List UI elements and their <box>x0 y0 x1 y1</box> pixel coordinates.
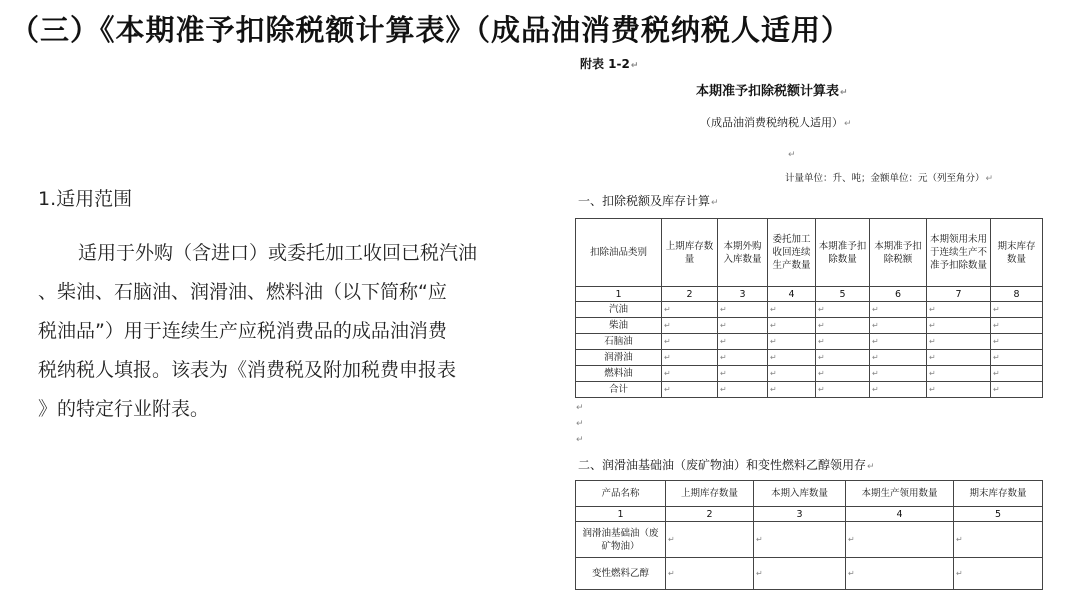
empty-cell: ↵ <box>768 302 816 318</box>
paragraph-mark-icon: ↵ <box>985 174 994 184</box>
empty-cell: ↵ <box>927 318 991 334</box>
header-cell: 本期准予扣除税额 <box>870 219 927 287</box>
empty-cell: ↵ <box>662 366 718 382</box>
empty-cell: ↵ <box>666 558 754 590</box>
row-label: 合计 <box>576 382 662 398</box>
row-label: 变性燃料乙醇 <box>576 558 666 590</box>
paragraph-mark-icon: ↵ <box>711 198 719 208</box>
row-label: 汽油 <box>576 302 662 318</box>
empty-cell: ↵ <box>662 302 718 318</box>
empty-cell: ↵ <box>816 350 870 366</box>
document-title: 本期准予扣除税额计算表↵ <box>696 84 848 99</box>
paragraph-mark-icon: ↵ <box>840 88 848 98</box>
table-row <box>576 558 1043 590</box>
empty-cell: ↵ <box>927 334 991 350</box>
header-cell: 期末库存数量 <box>954 481 1043 507</box>
header-cell: 期末库存数量 <box>991 219 1043 287</box>
table-row <box>576 382 1043 398</box>
unit-note: 计量单位：升、吨；金额单位：元（列至角分）↵ <box>785 173 994 184</box>
empty-cell: ↵ <box>768 318 816 334</box>
empty-cell: ↵ <box>991 302 1043 318</box>
table-row <box>576 522 1043 558</box>
empty-cell: ↵ <box>991 382 1043 398</box>
number-cell: 1 <box>576 507 666 522</box>
table2-heading: 二、润滑油基础油（废矿物油）和变性燃料乙醇领用存↵ <box>578 458 875 472</box>
empty-cell: ↵ <box>718 350 768 366</box>
empty-cell: ↵ <box>718 366 768 382</box>
empty-cell: ↵ <box>927 350 991 366</box>
body-line: 税油品”）用于连续生产应税消费品的成品油消费 <box>38 320 447 342</box>
table-row <box>576 318 1043 334</box>
empty-cell: ↵ <box>662 318 718 334</box>
empty-cell: ↵ <box>816 334 870 350</box>
column-number-row <box>576 507 1043 522</box>
paragraph-mark-icon: ↵ <box>576 403 584 413</box>
empty-cell: ↵ <box>666 522 754 558</box>
empty-cell: ↵ <box>754 522 846 558</box>
header-cell: 本期准予扣除数量 <box>816 219 870 287</box>
empty-cell: ↵ <box>718 302 768 318</box>
empty-cell: ↵ <box>816 302 870 318</box>
paragraph-mark-icon: ↵ <box>576 419 584 429</box>
empty-cell: ↵ <box>991 318 1043 334</box>
empty-cell: ↵ <box>662 382 718 398</box>
table-row <box>576 334 1043 350</box>
empty-cell: ↵ <box>870 318 927 334</box>
empty-cell: ↵ <box>816 382 870 398</box>
header-row <box>576 219 1043 287</box>
deduction-table <box>575 218 1043 398</box>
header-cell: 上期库存数量 <box>666 481 754 507</box>
header-cell: 委托加工收回连续生产数量 <box>768 219 816 287</box>
empty-cell: ↵ <box>816 366 870 382</box>
number-cell: 8 <box>991 287 1043 302</box>
section-heading: 1.适用范围 <box>38 188 133 210</box>
header-row <box>576 481 1043 507</box>
table-row <box>576 302 1043 318</box>
number-cell: 2 <box>666 507 754 522</box>
header-cell: 产品名称 <box>576 481 666 507</box>
header-cell: 本期领用未用于连续生产不准予扣除数量 <box>927 219 991 287</box>
empty-cell: ↵ <box>870 334 927 350</box>
body-line: 、柴油、石脑油、润滑油、燃料油（以下简称“应 <box>38 281 447 303</box>
empty-cell: ↵ <box>870 302 927 318</box>
empty-cell: ↵ <box>927 302 991 318</box>
row-label: 柴油 <box>576 318 662 334</box>
body-line: 税纳税人填报。该表为《消费税及附加税费申报表 <box>38 359 457 381</box>
empty-cell: ↵ <box>718 382 768 398</box>
empty-cell: ↵ <box>927 382 991 398</box>
row-label: 润滑油 <box>576 350 662 366</box>
document-image <box>560 50 1060 600</box>
number-cell: 6 <box>870 287 927 302</box>
empty-cell: ↵ <box>846 522 954 558</box>
lubricant-ethanol-table <box>575 480 1043 590</box>
empty-cell: ↵ <box>662 334 718 350</box>
empty-cell: ↵ <box>870 382 927 398</box>
empty-cell: ↵ <box>991 366 1043 382</box>
body-paragraph <box>38 234 538 434</box>
paragraph-mark-icon: ↵ <box>576 435 584 445</box>
empty-cell: ↵ <box>846 558 954 590</box>
paragraph-mark-icon: ↵ <box>867 462 875 472</box>
empty-cell: ↵ <box>768 366 816 382</box>
empty-cell: ↵ <box>718 334 768 350</box>
row-label: 石脑油 <box>576 334 662 350</box>
paragraph-mark-icon: ↵ <box>630 61 639 71</box>
empty-cell: ↵ <box>870 350 927 366</box>
header-cell: 本期入库数量 <box>754 481 846 507</box>
table-row <box>576 366 1043 382</box>
paragraph-mark-icon: ↵ <box>844 119 852 129</box>
header-cell: 上期库存数量 <box>662 219 718 287</box>
empty-cell: ↵ <box>991 334 1043 350</box>
empty-cell: ↵ <box>718 318 768 334</box>
header-cell: 本期外购入库数量 <box>718 219 768 287</box>
paragraph-mark-icon: ↵ <box>788 150 796 160</box>
document-subtitle: （成品油消费税纳税人适用）↵ <box>700 116 852 129</box>
number-cell: 5 <box>816 287 870 302</box>
body-line: 适用于外购（含进口）或委托加工收回已税汽油 <box>78 242 478 264</box>
number-cell: 5 <box>954 507 1043 522</box>
empty-cell: ↵ <box>816 318 870 334</box>
header-cell: 本期生产领用数量 <box>846 481 954 507</box>
empty-cell: ↵ <box>768 382 816 398</box>
number-cell: 4 <box>768 287 816 302</box>
table-row <box>576 350 1043 366</box>
empty-cell: ↵ <box>927 366 991 382</box>
slide-title: （三）《本期准予扣除税额计算表》（成品油消费税纳税人适用） <box>10 13 852 47</box>
empty-cell: ↵ <box>754 558 846 590</box>
number-cell: 4 <box>846 507 954 522</box>
row-label: 燃料油 <box>576 366 662 382</box>
table1-heading: 一、扣除税额及库存计算↵ <box>578 194 719 208</box>
empty-cell: ↵ <box>768 350 816 366</box>
empty-cell: ↵ <box>662 350 718 366</box>
number-cell: 3 <box>718 287 768 302</box>
number-cell: 2 <box>662 287 718 302</box>
column-number-row <box>576 287 1043 302</box>
appendix-label: 附表 1-2↵ <box>580 57 639 71</box>
number-cell: 1 <box>576 287 662 302</box>
empty-cell: ↵ <box>991 350 1043 366</box>
number-cell: 3 <box>754 507 846 522</box>
empty-cell: ↵ <box>768 334 816 350</box>
empty-cell: ↵ <box>954 522 1043 558</box>
row-label: 润滑油基础油（废矿物油） <box>576 522 666 558</box>
body-line: 》的特定行业附表。 <box>38 398 210 420</box>
number-cell: 7 <box>927 287 991 302</box>
header-cell: 扣除油品类别 <box>576 219 662 287</box>
empty-cell: ↵ <box>870 366 927 382</box>
empty-cell: ↵ <box>954 558 1043 590</box>
